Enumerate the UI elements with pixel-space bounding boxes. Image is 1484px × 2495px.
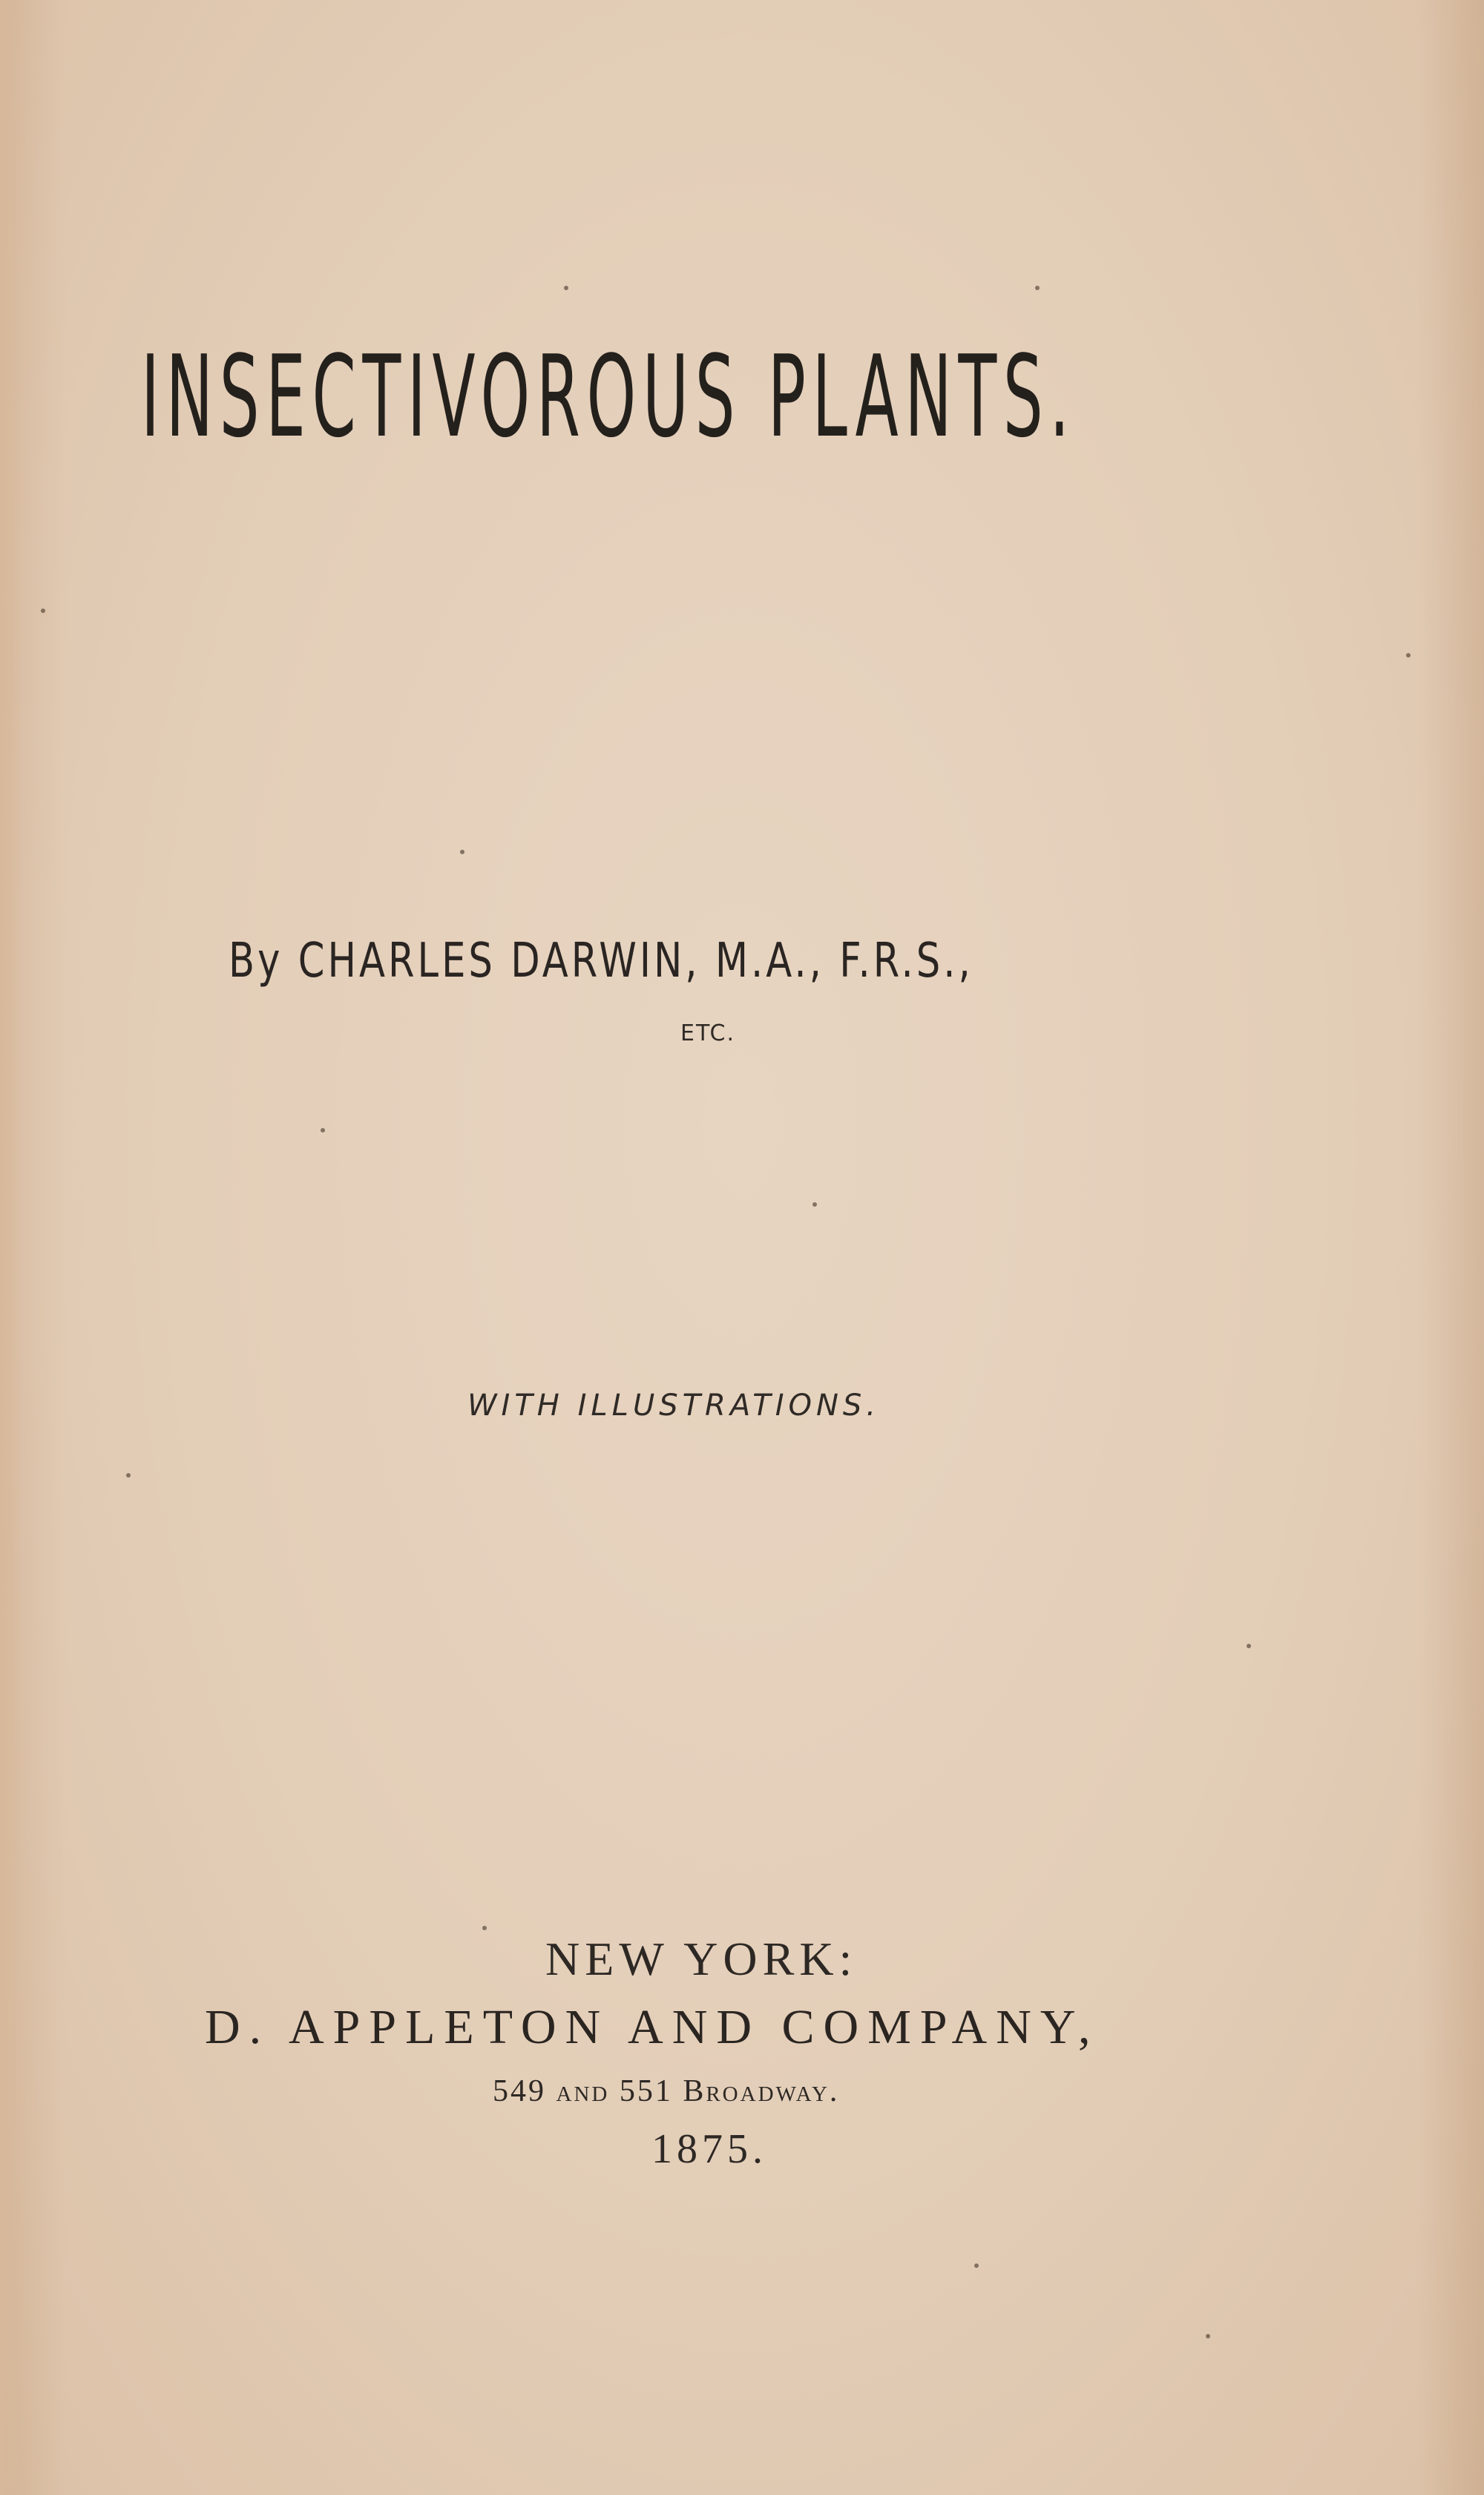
imprint-city: NEW YORK: xyxy=(545,1932,858,1985)
imprint-address: 549 and 551 Broadway. xyxy=(493,2074,840,2108)
imprint-publisher: D. APPLETON AND COMPANY, xyxy=(205,2000,1100,2054)
paper-speck xyxy=(41,609,45,613)
imprint-year: 1875. xyxy=(651,2126,767,2172)
illustrations-note: WITH ILLUSTRATIONS. xyxy=(467,1389,881,1423)
book-title: INSECTIVOROUS PLANTS. xyxy=(141,331,1076,462)
paper-speck xyxy=(482,1926,487,1930)
paper-speck xyxy=(1206,2334,1210,2338)
author-suffix: ETC. xyxy=(680,1020,736,1046)
paper-speck xyxy=(1406,653,1411,658)
author-line: By CHARLES DARWIN, M.A., F.R.S., xyxy=(229,934,974,989)
paper-speck xyxy=(321,1128,325,1132)
paper-speck xyxy=(1035,286,1040,290)
paper-speck xyxy=(460,850,464,854)
paper-speck xyxy=(974,2263,979,2268)
paper-speck xyxy=(812,1202,817,1207)
paper-speck xyxy=(126,1473,131,1478)
page-edge-shading xyxy=(0,0,21,2495)
paper-speck xyxy=(1247,1644,1251,1648)
paper-speck xyxy=(564,286,568,290)
